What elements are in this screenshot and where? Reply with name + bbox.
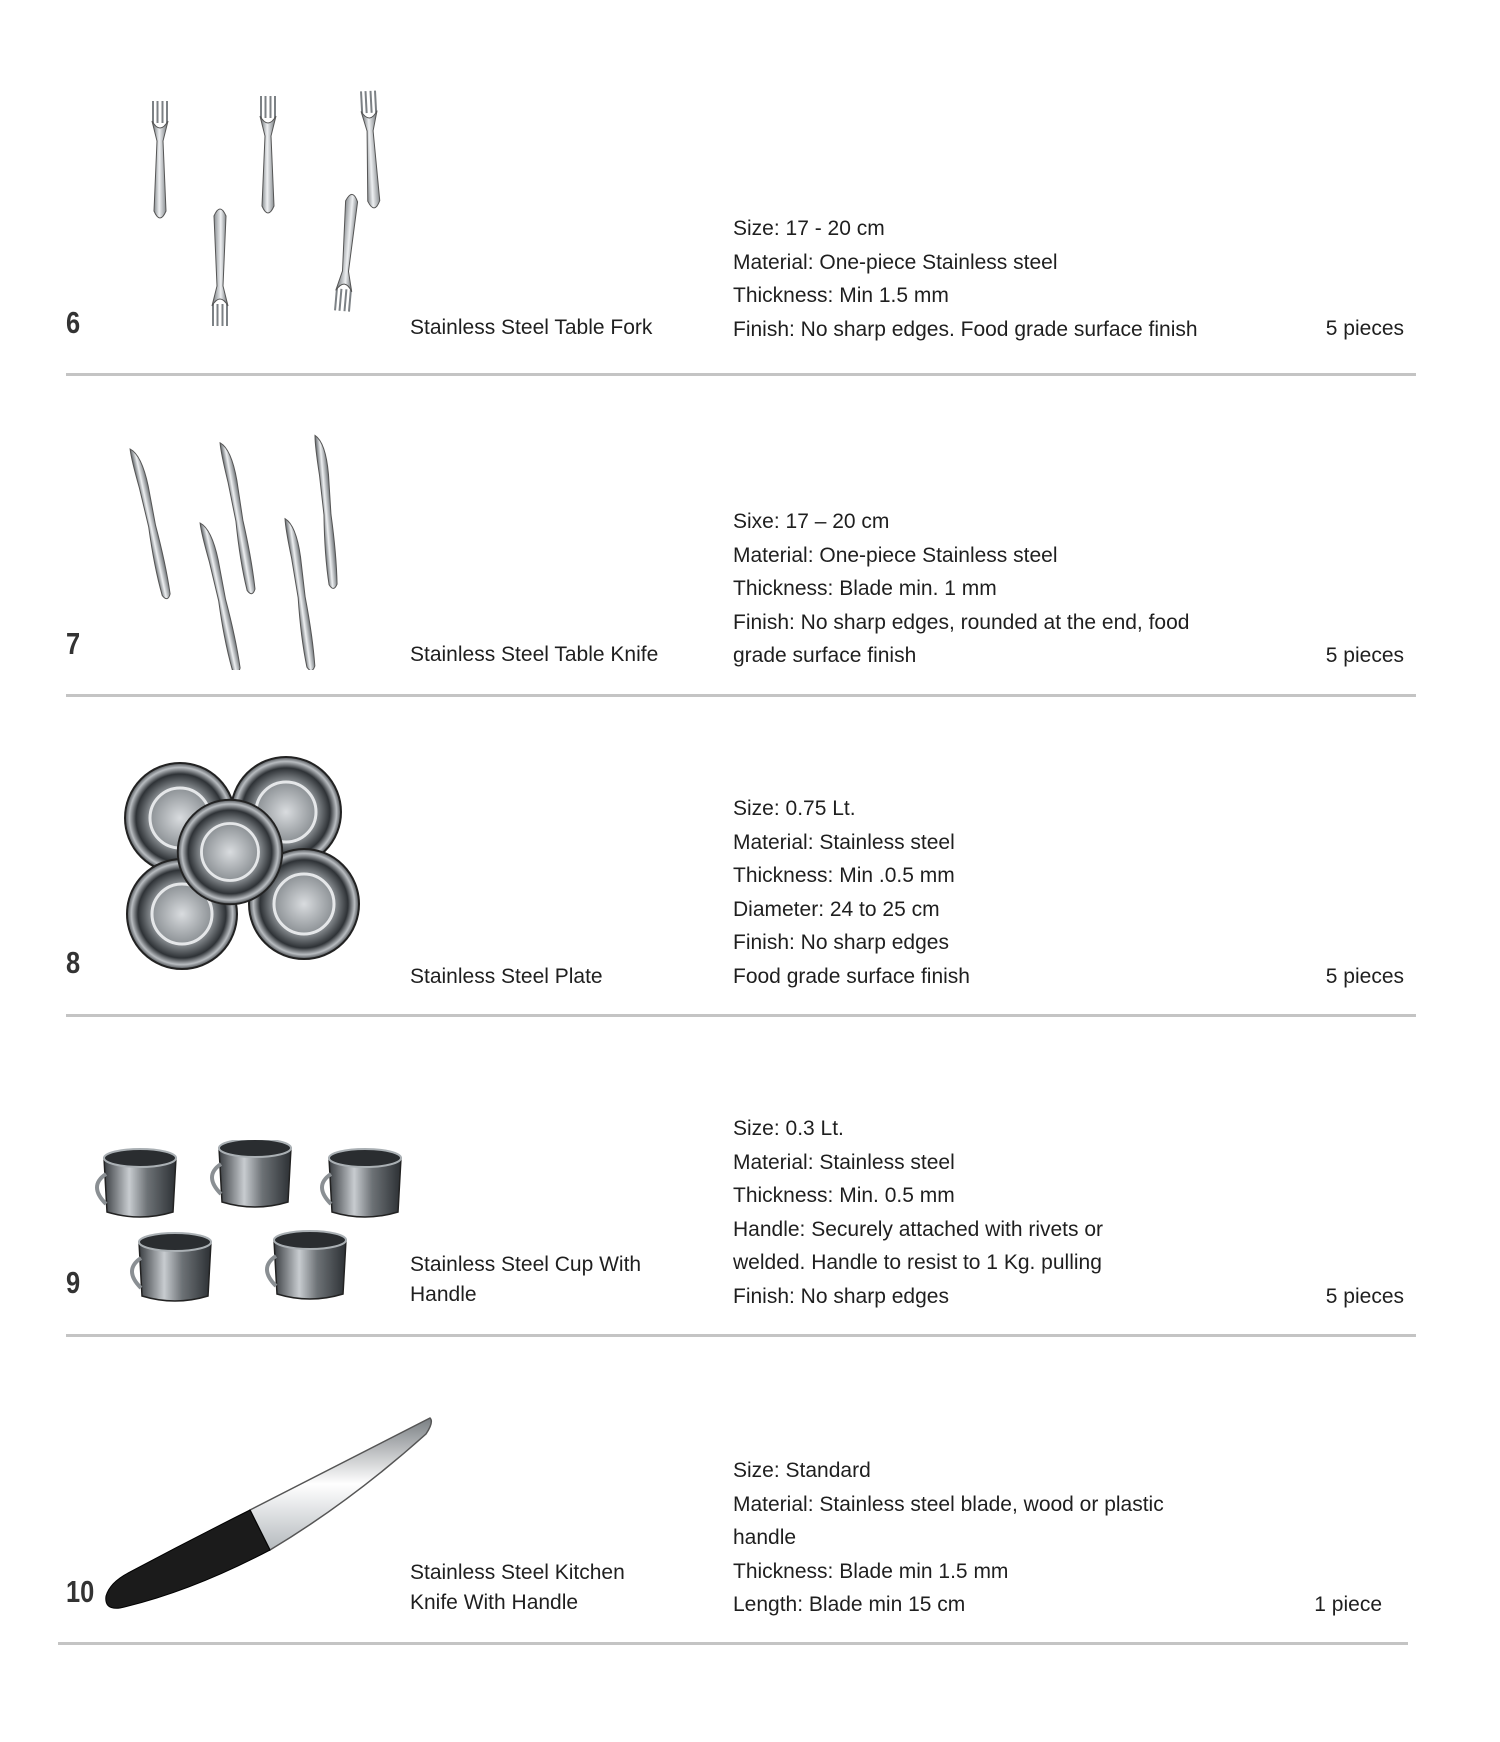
forks-image — [130, 86, 420, 336]
item-quantity: 1 piece — [1314, 1593, 1382, 1616]
item-number: 7 — [66, 626, 81, 661]
item-quantity: 5 pieces — [1325, 644, 1404, 667]
item-number: 8 — [66, 945, 81, 980]
item-specs: Sixe: 17 – 20 cm Material: One-piece Stainless steel Thickness: Blade min. 1 mm Finish: No sharp edges, rounded at the end, food grade surface finish — [733, 510, 1190, 668]
item-name: Stainless Steel Plate — [410, 965, 603, 988]
row-divider — [66, 694, 1416, 697]
item-name: Stainless Steel Kitchen Knife With Handle — [410, 1561, 625, 1614]
item-name: Stainless Steel Cup With Handle — [410, 1253, 642, 1306]
item-specs: Size: 0.75 Lt. Material: Stainless steel Thickness: Min .0.5 mm Diameter: 24 to 25 cm Finish: No sharp edges Food grade surface finish — [733, 797, 970, 988]
item-quantity: 5 pieces — [1325, 965, 1404, 988]
item-quantity: 5 pieces — [1325, 317, 1404, 340]
item-number: 10 — [66, 1574, 95, 1609]
row-divider — [66, 373, 1416, 376]
item-specs: Size: Standard Material: Stainless steel blade, wood or plastic handle Thickness: Blade min 1.5 mm Length: Blade min 15 cm — [733, 1459, 1164, 1617]
item-number: 6 — [66, 305, 81, 340]
row-divider — [66, 1334, 1416, 1337]
row-divider — [66, 1014, 1416, 1017]
cups-image — [95, 1140, 415, 1340]
row-divider — [58, 1642, 1408, 1645]
kitchen-knife-image — [100, 1412, 440, 1612]
item-number: 9 — [66, 1265, 81, 1300]
item-specs: Size: 17 - 20 cm Material: One-piece Stainless steel Thickness: Min 1.5 mm Finish: No sharp edges. Food grade surface finish — [733, 217, 1198, 341]
item-name: Stainless Steel Table Knife — [410, 643, 659, 666]
table-knives-image — [120, 430, 380, 670]
plates-image — [118, 756, 378, 976]
item-quantity: 5 pieces — [1325, 1285, 1404, 1308]
item-specs: Size: 0.3 Lt. Material: Stainless steel Thickness: Min. 0.5 mm Handle: Securely attached with rivets or welded. Handle to resist to 1 Kg. pulling Finish: No sharp edges — [733, 1117, 1104, 1308]
item-name: Stainless Steel Table Fork — [410, 316, 653, 339]
